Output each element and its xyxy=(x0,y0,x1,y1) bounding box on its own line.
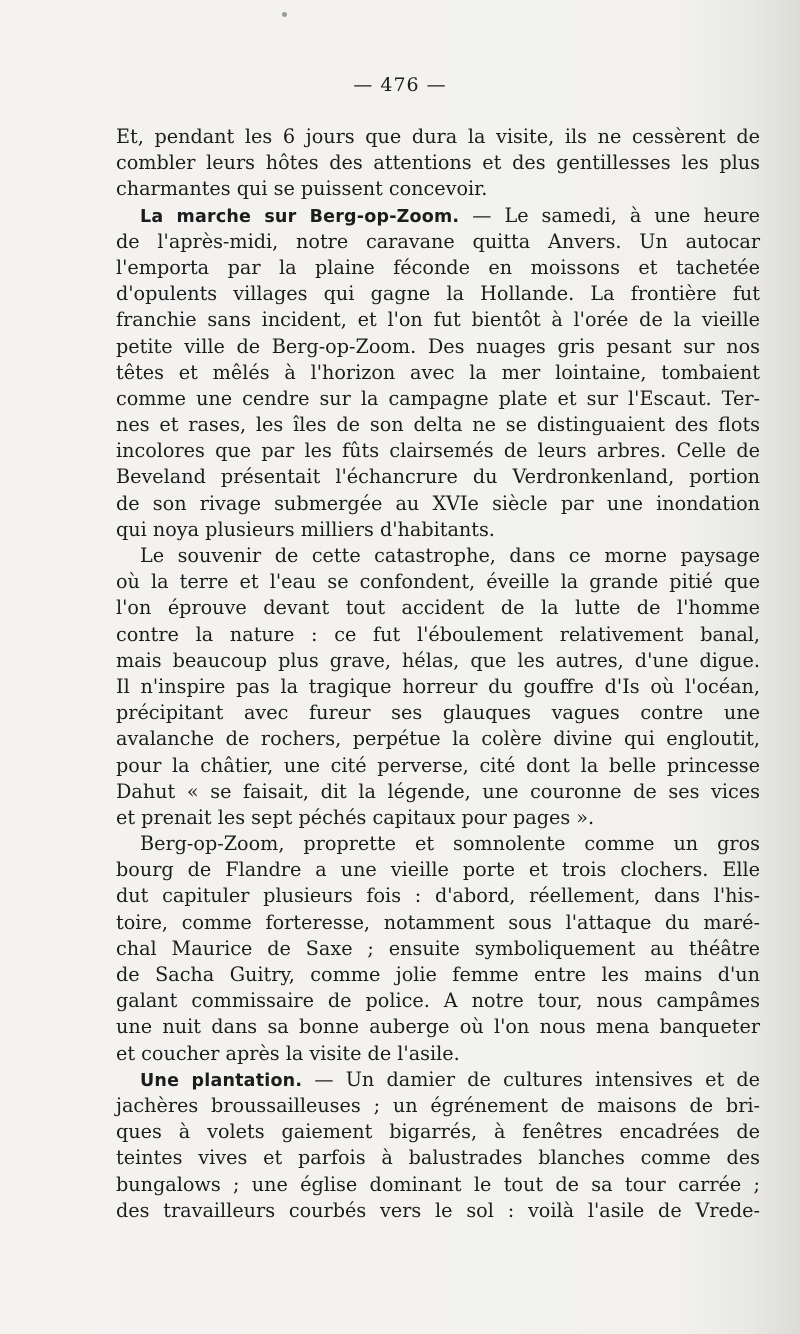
text-line: une nuit dans sa bonne auberge où l'on nous mena banqueter xyxy=(116,1015,760,1039)
text-line: qui noya plusieurs milliers d'habitants. xyxy=(116,517,495,541)
text-line-rest: — Le samedi, à une heure xyxy=(459,203,761,227)
ink-speck xyxy=(282,12,287,17)
text-line: avalanche de rochers, perpétue la colère divine qui engloutit, xyxy=(116,727,760,751)
text-line: ques à volets gaiement bigarrés, à fenêtres encadrées de xyxy=(116,1120,760,1144)
run-in-heading: Une plantation. xyxy=(140,1070,303,1091)
text-line: toire, comme forteresse, notamment sous l'attaque du maré- xyxy=(116,910,760,934)
text-line: bungalows ; une église dominant le tout de sa tour carrée ; xyxy=(116,1172,760,1196)
text-line: où la terre et l'eau se confondent, éveille la grande pitié que xyxy=(116,570,760,594)
text-line: l'on éprouve devant tout accident de la lutte de l'homme xyxy=(116,596,760,620)
text-line: et prenait les sept péchés capitaux pour pages ». xyxy=(116,805,595,829)
text-line xyxy=(116,1067,760,1093)
text-line xyxy=(116,203,760,229)
text-line: jachères broussailleuses ; un égrénement de maisons de bri- xyxy=(116,1093,760,1117)
text-line: Et, pendant les 6 jours que dura la visite, ils ne cessèrent de xyxy=(116,125,760,148)
text-line: têtes et mêlés à l'horizon avec la mer lointaine, tombaient xyxy=(116,360,760,384)
run-in-heading: La marche sur Berg-op-Zoom. xyxy=(140,206,460,227)
text-line: bourg de Flandre a une vieille porte et trois clochers. Elle xyxy=(116,858,760,882)
text-line: nes et rases, les îles de son delta ne se distinguaient des flots xyxy=(116,413,760,437)
text-line: dut capituler plusieurs fois : d'abord, réellement, dans l'his- xyxy=(116,884,760,908)
text-line: incolores que par les fûts clairsemés de leurs arbres. Celle de xyxy=(116,439,760,463)
text-line: de l'après-midi, notre caravane quitta Anvers. Un autocar xyxy=(116,229,760,253)
text-line: Dahut « se faisait, dit la légende, une couronne de ses vices xyxy=(116,779,760,803)
page-number: — 476 — xyxy=(353,74,447,96)
text-line: teintes vives et parfois à balustrades blanches comme des xyxy=(116,1146,760,1170)
text-line: Beveland présentait l'échancrure du Verdronkenland, portion xyxy=(116,465,760,489)
text-line: Le souvenir de cette catastrophe, dans ce morne paysage xyxy=(140,544,760,567)
text-line: charmantes qui se puissent concevoir. xyxy=(116,177,488,201)
text-line: franchie sans incident, et l'on fut bientôt à l'orée de la vieille xyxy=(116,308,760,332)
text-line: l'emporta par la plaine féconde en moissons et tachetée xyxy=(116,255,760,279)
text-line: Berg-op-Zoom, proprette et somnolente comme un gros xyxy=(140,832,760,856)
text-line: Il n'inspire pas la tragique horreur du gouffre d'Is où l'océan, xyxy=(116,674,760,698)
text-line: mais beaucoup plus grave, hélas, que les autres, d'une digue. xyxy=(116,648,760,672)
text-line: des travailleurs courbés vers le sol : voilà l'asile de Vrede- xyxy=(116,1198,760,1222)
text-line: comme une cendre sur la campagne plate et sur l'Escaut. Ter- xyxy=(116,386,760,410)
text-line: et coucher après la visite de l'asile. xyxy=(116,1041,460,1065)
text-line: de Sacha Guitry, comme jolie femme entre les mains d'un xyxy=(116,963,760,986)
text-line: petite ville de Berg-op-Zoom. Des nuages gris pesant sur nos xyxy=(116,334,760,358)
text-line-rest: — Un damier de cultures intensives et de xyxy=(302,1067,760,1091)
text-line: galant commissaire de police. A notre tour, nous campâmes xyxy=(116,989,760,1013)
text-line: précipitant avec fureur ses glauques vagues contre une xyxy=(116,701,760,725)
body-text xyxy=(116,124,760,1224)
text-line: pour la châtier, une cité perverse, cité dont la belle princesse xyxy=(116,753,760,777)
text-line: combler leurs hôtes des attentions et des gentillesses les plus xyxy=(116,151,760,175)
text-line: chal Maurice de Saxe ; ensuite symboliquement au théâtre xyxy=(116,936,760,960)
text-line: contre la nature : ce fut l'éboulement relativement banal, xyxy=(116,622,760,646)
text-line: d'opulents villages qui gagne la Hollande. La frontière fut xyxy=(116,282,760,306)
text-line: de son rivage submergée au XVIe siècle par une inondation xyxy=(116,491,760,515)
